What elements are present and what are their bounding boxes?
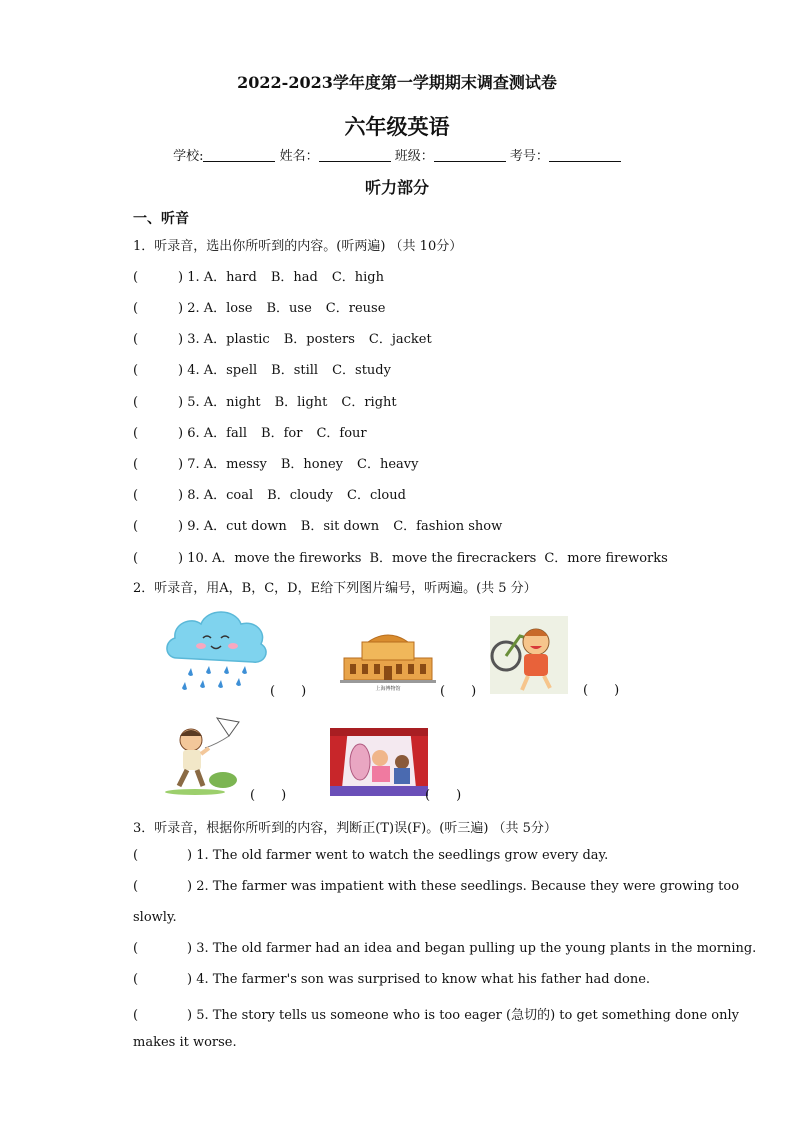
q1-item [133,297,399,316]
answer-paren[interactable]: ( [133,270,139,285]
q1-item [133,266,398,285]
item-number: ) 7. [178,457,200,472]
class-blank[interactable] [434,149,506,162]
item-number: ) 1. [178,270,200,285]
item-number: ) 4. [178,363,200,378]
rain-cloud-picture [163,606,271,694]
option-b: B．still [271,363,319,378]
item-number: ) 9. [178,519,200,534]
picture-4-blank[interactable]: ( ) [250,788,287,803]
option-c: C．high [331,270,384,285]
question-1-prompt: 1．听录音，选出你所听到的内容。(听两遍) （共 10分） [133,239,463,254]
option-c: C．right [341,395,397,410]
statement-text: ) 5. The story tells us someone who is too eager (急切的) to get something done only [187,1008,739,1023]
option-a: A．fall [203,426,248,441]
picture-1-blank[interactable]: ( ) [270,684,307,699]
option-a: A．plastic [203,332,270,347]
statement-text: ) 3. The old farmer had an idea and began pulling up the young plants in the morning. [187,941,757,956]
option-b: B．had [270,270,318,285]
tf-item [133,972,650,987]
answer-paren[interactable]: ( [133,879,139,894]
item-number: ) 5. [178,395,200,410]
option-b: B．move the firecrackers [369,551,537,566]
tf-item [133,941,756,956]
option-a: A．lose [203,301,253,316]
tf-item [133,879,739,894]
section-heading: 一、听音 [133,211,189,227]
option-c: C．more fireworks [544,551,668,566]
item-number: ) 2. [178,301,200,316]
class-label: 班级： [394,149,434,164]
option-c: C．fashion show [393,519,503,534]
question-2-prompt: 2．听录音，用A，B，C，D，E给下列图片编号，听两遍。(共 5 分） [133,581,537,596]
option-b: B．honey [280,457,344,472]
option-c: C．reuse [325,301,386,316]
exam-title: 2022-2023学年度第一学期期末调查测试卷 [237,73,557,92]
statement-text: ) 2. The farmer was impatient with these seedlings. Because they were growing too [187,879,740,894]
question-3-prompt: 3．听录音，根据你所听到的内容，判断正(T)误(F)。(听三遍) （共 5分） [133,821,557,836]
school-label: 学校: [173,149,204,164]
option-a: A．move the fireworks [212,551,362,566]
answer-paren[interactable]: ( [133,332,139,347]
option-a: A．night [203,395,261,410]
name-label: 姓名： [279,149,319,164]
answer-paren[interactable]: ( [133,519,139,534]
option-a: A．spell [203,363,258,378]
statement-text: ) 1. The old farmer went to watch the seedlings grow every day. [187,848,609,863]
answer-paren[interactable]: ( [133,551,139,566]
name-blank[interactable] [319,149,391,162]
q1-item [133,328,446,347]
student-info-line [0,145,794,164]
q1-item [133,515,516,534]
statement-text: ) 4. The farmer's son was surprised to know what his father had done. [187,972,651,987]
option-c: C．heavy [357,457,419,472]
picture-5-blank[interactable]: ( ) [425,788,462,803]
picture-2-blank[interactable]: ( ) [440,684,477,699]
number-label: 考号： [509,149,549,164]
q1-item [133,359,405,378]
option-b: B．posters [283,332,355,347]
number-blank[interactable] [549,149,621,162]
answer-paren[interactable]: ( [133,972,139,987]
school-blank[interactable] [203,149,275,162]
answer-paren[interactable]: ( [133,488,139,503]
answer-paren[interactable]: ( [133,426,139,441]
option-a: A．hard [203,270,257,285]
boy-with-bike-picture [490,616,568,694]
boy-flying-kite-picture [165,714,243,796]
option-b: B．for [261,426,303,441]
item-number: ) 10. [178,551,208,566]
option-c: C．jacket [368,332,432,347]
stage-show-picture [330,728,428,796]
part-title: 听力部分 [364,178,429,197]
option-b: B．sit down [300,519,380,534]
tf-item [133,848,608,863]
answer-paren[interactable]: ( [133,301,139,316]
answer-paren[interactable]: ( [133,1008,139,1023]
answer-paren[interactable]: ( [133,941,139,956]
q1-item [133,391,411,410]
option-b: B．light [274,395,328,410]
option-c: C．four [316,426,367,441]
statement-continuation: slowly. [133,910,177,925]
answer-paren[interactable]: ( [133,363,139,378]
item-number: ) 6. [178,426,200,441]
option-a: A．coal [203,488,254,503]
q1-item [133,422,381,441]
option-a: A．messy [203,457,267,472]
tf-item [133,1004,739,1023]
museum-building-picture [340,630,436,692]
statement-continuation: makes it worse. [133,1035,237,1050]
option-b: B．use [266,301,312,316]
q1-item [133,547,682,566]
answer-paren[interactable]: ( [133,457,139,472]
q1-item [133,484,420,503]
q1-item [133,453,432,472]
museum-caption: 上海博物馆 [375,686,401,692]
option-b: B．cloudy [267,488,334,503]
option-a: A．cut down [203,519,287,534]
picture-3-blank[interactable]: ( ) [583,683,620,698]
item-number: ) 3. [178,332,200,347]
option-c: C．study [332,363,391,378]
item-number: ) 8. [178,488,200,503]
answer-paren[interactable]: ( [133,848,139,863]
option-c: C．cloud [347,488,406,503]
answer-paren[interactable]: ( [133,395,139,410]
subject-title: 六年级英语 [344,114,450,139]
